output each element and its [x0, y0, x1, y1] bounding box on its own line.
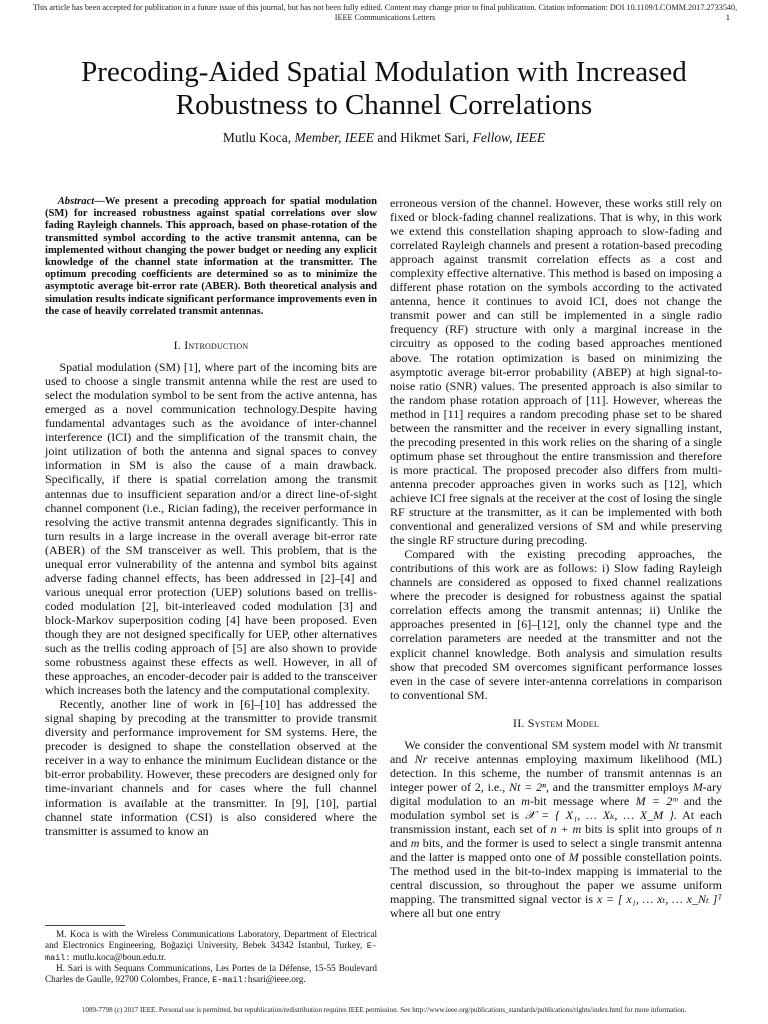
math-n: n — [716, 822, 722, 837]
intro-paragraph-1: Spatial modulation (SM) [1], where part of the incoming bits are used to choose a single transmit antenna while the rest are used to select the modulation symbol to be sent from the active antenna, has emerged as a novel communication technology.Despite having fundamental advantages such as the avoidance of inter-channel interference (ICI) and the simplification of the transmit chain, the joint utilization of both the antenna and signal spaces to convey information in SM is also the cause of a main drawback. Specifically, if there is spatial correlation among the transmit antennas due to insufficient separation and/or a direct line-of-sight channel component (i.e., Rician fading), the receiver performance in resolving the active transmit antenna degrades significantly. This in turn results in a large increase in the overall average bit-error rate (ABER) of the SM transceiver as well. This problem, that is the unequal error vulnerability of the antenna and symbol bits against adverse fading channel effects, has been addressed in [2]–[4] and various unequal error protection (UEP) solutions based on trellis-coded modulation [2], bit-interleaved coded modulation [3] and block-Markov superposition coding [4] have been proposed. Even though they are not designed specifically for UEP, other alternatives such as the trellis coding approach of [5] are also shown to provide some robustness against these effects as well. However, in all of these approaches, an encoder-decoder pair is added to the transceiver which increases both the latency and the computational complexity. — [45, 360, 377, 698]
author-1-role: Member, IEEE — [294, 130, 374, 145]
math-M: M — [692, 779, 703, 794]
author-2-role: Fellow, IEEE — [472, 130, 546, 145]
math-nt: Nt — [667, 737, 680, 752]
math-nt-eq: Nt = 2ⁿ — [509, 779, 546, 794]
math-m-2: m — [410, 836, 420, 851]
math-symbol-set: 𝒳 = { X₁, … Xₖ, … X_M } — [524, 807, 674, 822]
author-line — [40, 130, 728, 146]
author-1-name: Mutlu Koca, — [222, 130, 292, 145]
author-conjunction: and — [377, 130, 397, 145]
footnote-divider — [45, 925, 125, 926]
abstract — [45, 196, 377, 318]
email-link-koca[interactable]: mutlu.koca@boun.edu.tr. — [72, 951, 166, 962]
math-nr: Nr — [414, 751, 428, 766]
intro-paragraph-2: Recently, another line of work in [6]–[10] has addressed the signal shaping by precoding at the transmitter to provide transmit diversity and performance improvement for SM systems. Here, the precoder is designed to shape the constellation observed at the receiver in a way to enhance the minimum Euclidean distance or the bit-error probability. However, these precoders are designed only for time-invariant channels and for cases where the full channel information is available at the transmitter. In [9], [10], partial channel state information (CSI) is also considered where the transmitter is assumed to know an — [45, 697, 377, 838]
section-heading-system-model: II. System Model — [513, 715, 599, 730]
page-number: 1 — [725, 12, 730, 22]
math-M-2: M — [568, 850, 579, 865]
math-m: m — [521, 793, 530, 808]
footnotes — [45, 925, 377, 986]
section-heading-introduction: I. Introduction — [173, 338, 249, 353]
right-column — [390, 196, 722, 920]
abstract-text: —We present a precoding approach for spatial modulation (SM) for increased robustness against spatial correlations over slow fading Rayleigh channels. This approach, based on phase-rotation of the transmitted symbol according to the active transmit antenna, can be implemented without changing the power budget or needing any explicit knowledge of the channel state information at the transmitter. The optimum precoding coefficients are determined so as to minimize the asymptotic average bit-error rate (ABER). Both theoretical analysis and simulation results indicate significant performance improvements even in the case of heavily correlated transmit antennas. — [45, 196, 377, 317]
left-column — [45, 196, 377, 838]
math-n-plus-m: n + m — [550, 822, 582, 837]
math-x-vector: x = [ x₁, … xₜ, … x_Nₜ ]ᵀ — [596, 892, 723, 907]
footnote-koca: M. Koca is with the Wireless Communications Laboratory, Department of Electrical and Electronics Engineering, Boğaziçi University, Bebek 34342 Istanbul, Turkey, E-mail: mutlu.koca@boun.edu.tr. — [45, 929, 377, 963]
footnote-sari: H. Sari is with Sequans Communications, Les Portes de la Défense, 15-55 Boulevard Charles de Gaulle, 92700 Colombes, France, E-mail:hsari@ieee.org. — [45, 963, 377, 986]
journal-notice: This article has been accepted for publication in a future issue of this journal, but has not been fully edited. Content may change prior to final publication. Citation information: DOI 10.1109/LCOMM.2017.2733540, IEEE Communications Letters — [32, 3, 738, 22]
abstract-label: Abstract — [57, 196, 95, 207]
right-paragraph-1: erroneous version of the channel. However, these works still rely on fixed or block-fading channel realizations. That is why, in this work we extend this constellation shaping approach to slow-fading and correlated Rayleigh channels and present a rotation-based precoding approach against transmit correlation effects as a cost and complexity effective alternative. This method is based on imposing a different phase rotation on the symbols according to the activated antenna, hence it continues to avoid ICI, does not change the transmit power and can still be implemented in a single radio frequency (RF) structure with only a marginal increase in the circuitry as opposed to the coding based approaches mentioned above. The rotation optimization is based on minimizing the asymptotic average bit-error probability (ABEP) at high signal-to-noise ratio (SNR) values. The presented approach is also similar to the random phase rotation approach of [11]. However, whereas the method in [11] requires a random precoding phase set to be shared between the ransmitter and the receiver in every signalling instant, the precoding presented in this work relies on the sharing of a single optimum phase set throughout the entire transmission and therefore is more practical. The proposed precoder also differs from multi-antenna precoder approaches given in works such as [12], which achieve ICI free signals at the receiver at the cost of losing the single RF structure at the transmitter, as it can be implemented with both conventional and generalized versions of SM and while preserving the single RF structure during precoding. — [390, 196, 722, 548]
author-2-name: Hikmet Sari, — [400, 130, 470, 145]
math-M-eq: M = 2ᵐ — [635, 793, 678, 808]
paper-title: Precoding-Aided Spatial Modulation with Increased Robustness to Channel Correlations — [81, 56, 687, 121]
email-link-sari[interactable]: hsari@ieee.org. — [247, 974, 306, 985]
copyright-notice: 1089-7798 (c) 2017 IEEE. Personal use is permitted, but republication/redistribution requires IEEE permission. See http://www.ieee.org/publications_standards/publications/rights/index.html for more information. — [81, 1006, 687, 1014]
right-paragraph-2: Compared with the existing precoding approaches, the contributions of this work are as follows: i) Slow fading Rayleigh channels are considered as opposed to fixed channel realizations where the precoder is designed for robustness against the spatial correlation effects among the transmit antennas; ii) Unlike the approaches presented in [6]–[12], only the channel type and the correlation parameters are needed at the transmitter and not the explicit channel knowledge. Both analysis and simulation results show that precoded SM overcomes significant performance losses even in the case of severe inter-antenna correlations in comparison to conventional SM. — [390, 547, 722, 702]
system-model-paragraph: We consider the conventional SM system model with Nt transmit and Nr receive antennas employing maximum likelihood (ML) detection. In this scheme, the number of transmit antennas is an integer power of 2, i.e., Nt = 2ⁿ, and the transmitter employs M-ary digital modulation to an m-bit message where M = 2ᵐ and the modulation symbol set is 𝒳 = { X₁, … Xₖ, … X_M }. At each transmission instant, each set of n + m bits is split into groups of n and m bits, and the former is used to select a single transmit antenna and the latter is mapped onto one of M possible constellation points. The method used in the bit-to-index mapping is immaterial to the central discussion, so throughout the paper we assume uniform mapping. The transmitted signal vector is x = [ x₁, … xₜ, … x_Nₜ ]ᵀ where all but one entry — [390, 737, 723, 921]
